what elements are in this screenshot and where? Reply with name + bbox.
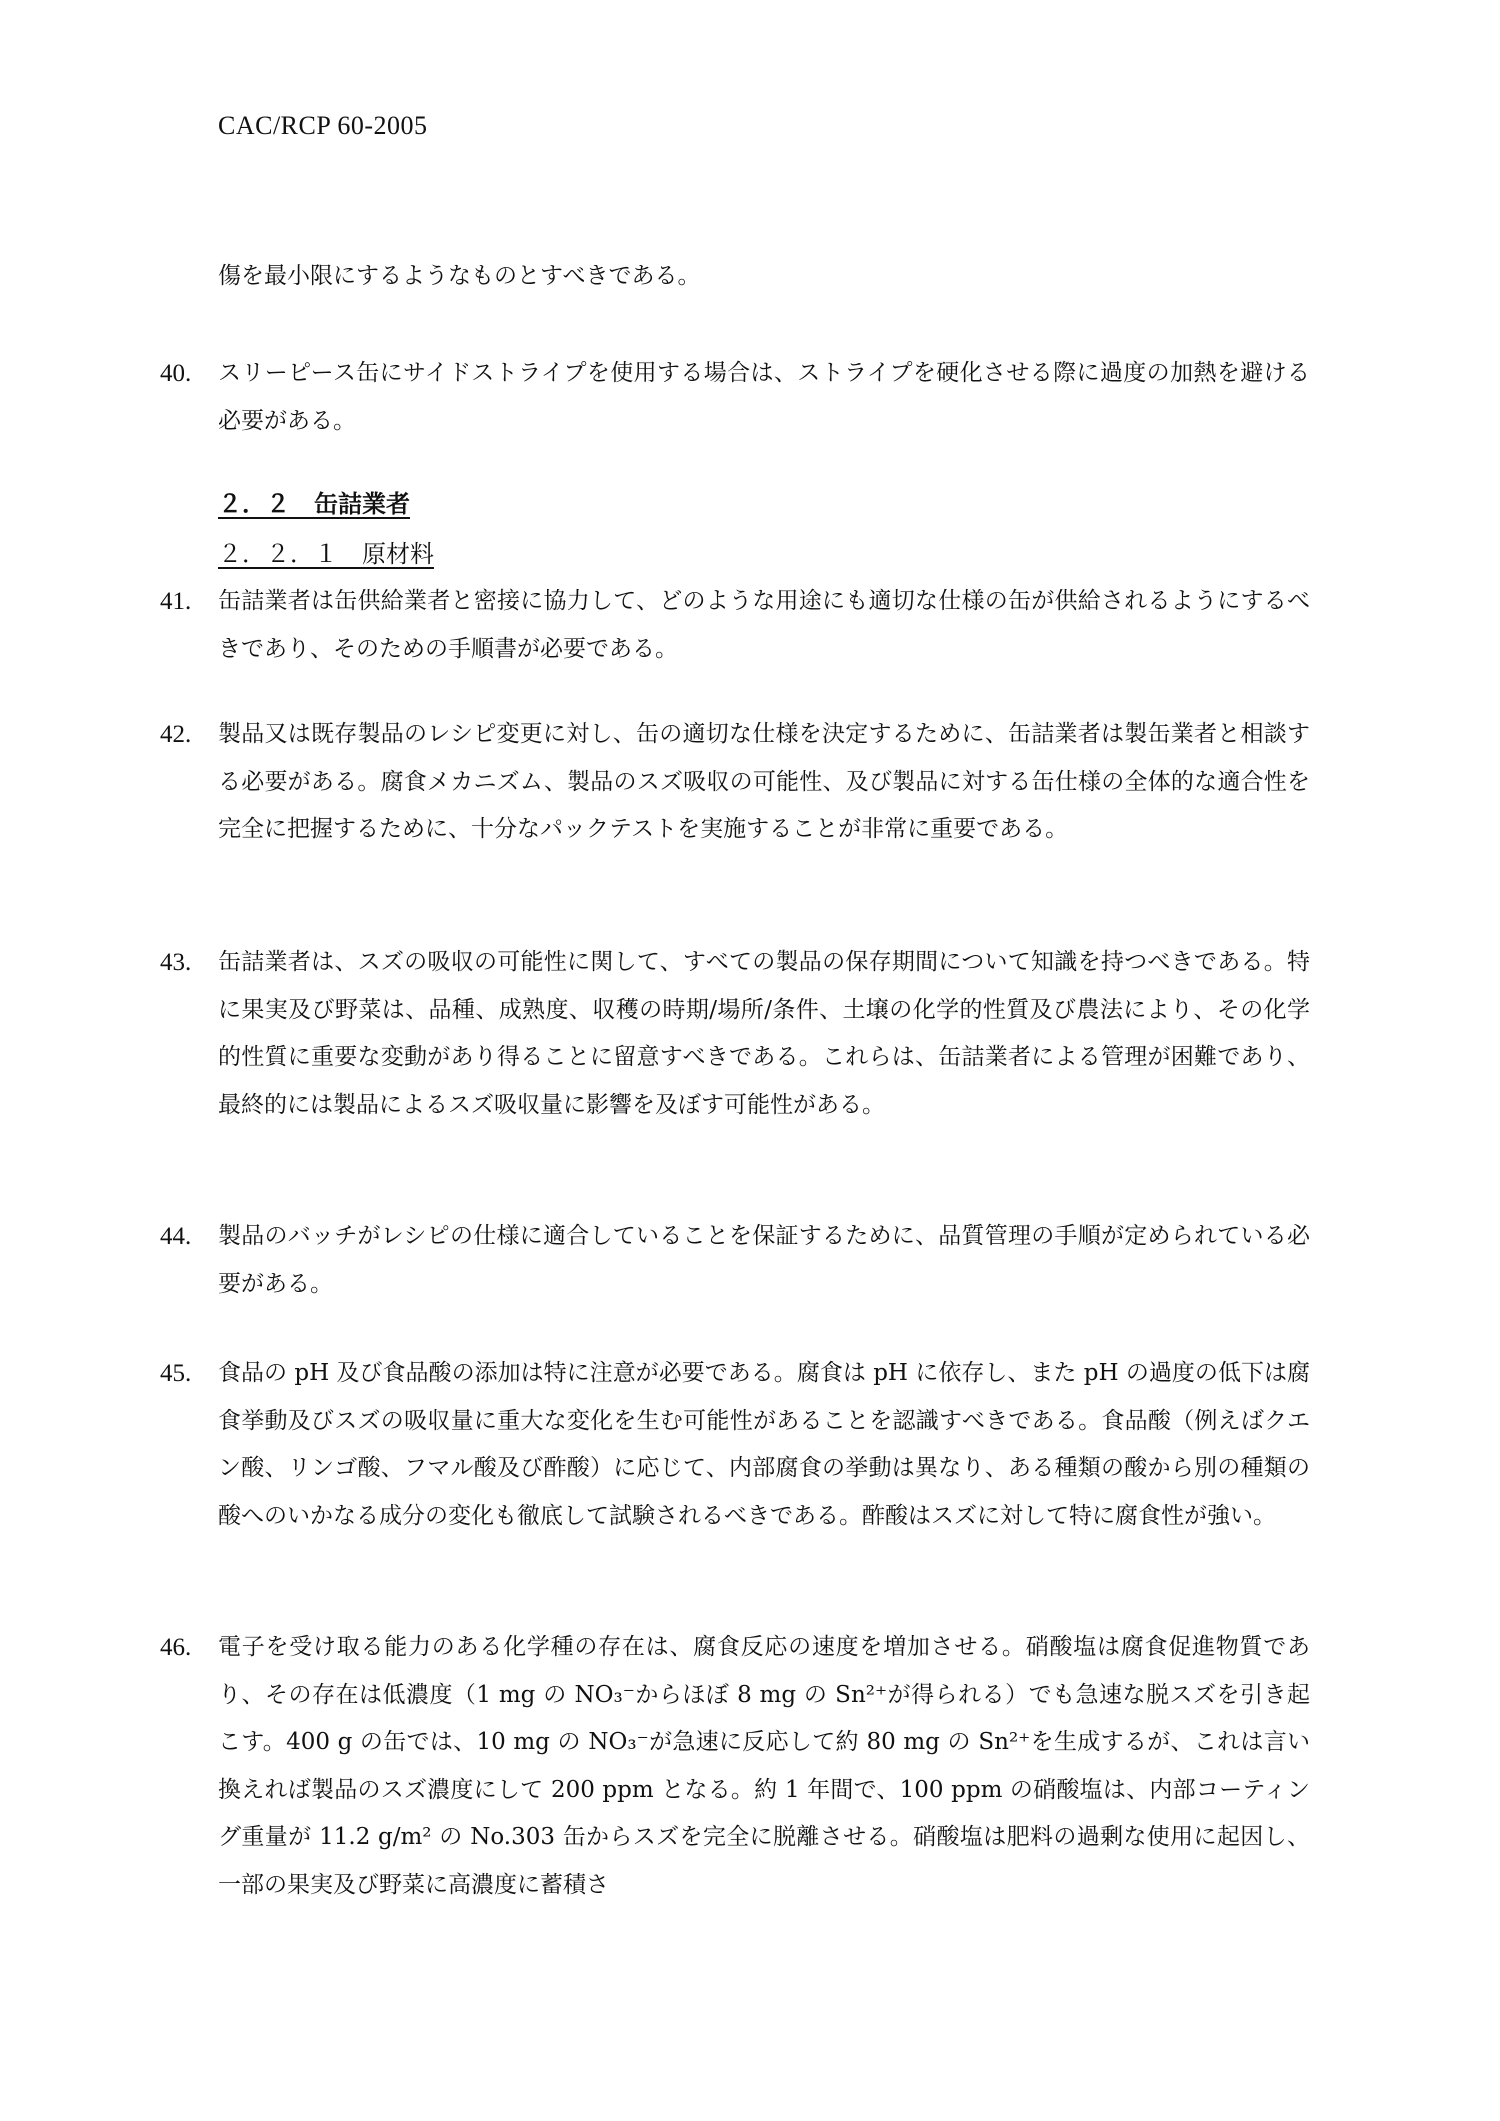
paragraph-text: 製品又は既存製品のレシピ変更に対し、缶の適切な仕様を決定するために、缶詰業者は製缶業者と相談する必要がある。腐食メカニズム、製品のスズ吸収の可能性、及び製品に対する缶仕様の全体的な適合性を完全に把握するために、十分なパックテストを実施することが非常に重要である。	[218, 721, 1310, 842]
paragraph-number: 42.	[160, 721, 192, 748]
paragraph-text: スリーピース缶にサイドストライプを使用する場合は、ストライプを硬化させる際に過度の加熱を避ける必要がある。	[218, 360, 1310, 434]
paragraph-number: 46.	[160, 1634, 192, 1661]
paragraph-41	[160, 578, 1310, 673]
paragraph-46	[160, 1624, 1310, 1909]
paragraph-43	[160, 939, 1310, 1129]
paragraph-text: 製品のバッチがレシピの仕様に適合していることを保証するために、品質管理の手順が定められている必要がある。	[218, 1223, 1310, 1297]
continuation-text: 傷を最小限にするようなものとすべきである。	[218, 263, 701, 289]
paragraph-text: 食品の pH 及び食品酸の添加は特に注意が必要である。腐食は pH に依存し、また pH の過度の低下は腐食挙動及びスズの吸収量に重大な変化を生む可能性があることを認識すべきである。食品酸（例えばクエン酸、リンゴ酸、フマル酸及び酢酸）に応じて、内部腐食の挙動は異なり、ある種類の酸から別の種類の酸へのいかなる成分の変化も徹底して試験されるべきである。酢酸はスズに対して特に腐食性が強い。	[218, 1360, 1310, 1529]
subsection-heading-2-2-1: ２．２．１ 原材料	[218, 540, 434, 568]
paragraph-42	[160, 711, 1310, 854]
document-code: CAC/RCP 60-2005	[218, 111, 428, 140]
paragraph-number: 40.	[160, 360, 192, 387]
paragraph-number: 43.	[160, 949, 192, 976]
paragraph-number: 45.	[160, 1360, 192, 1387]
section-heading-2-2: ２．２ 缶詰業者	[218, 489, 410, 518]
paragraph-text: 缶詰業者は缶供給業者と密接に協力して、どのような用途にも適切な仕様の缶が供給されるようにするべきであり、そのための手順書が必要である。	[218, 588, 1310, 662]
paragraph-number: 44.	[160, 1223, 192, 1250]
paragraph-44	[160, 1213, 1310, 1308]
paragraph-text: 缶詰業者は、スズの吸収の可能性に関して、すべての製品の保存期間について知識を持つべきである。特に果実及び野菜は、品種、成熟度、収穫の時期/場所/条件、土壌の化学的性質及び農法により、その化学的性質に重要な変動があり得ることに留意すべきである。これらは、缶詰業者による管理が困難であり、最終的には製品によるスズ吸収量に影響を及ぼす可能性がある。	[218, 949, 1310, 1118]
paragraph-40	[160, 350, 1310, 445]
paragraph-text: 電子を受け取る能力のある化学種の存在は、腐食反応の速度を増加させる。硝酸塩は腐食促進物質であり、その存在は低濃度（1 mg の NO₃⁻からほぼ 8 mg の Sn²⁺が得られる）でも急速な脱スズを引き起こす。400 g の缶では、10 mg の NO₃⁻が急速に反応して約 80 mg の Sn²⁺を生成するが、これは言い換えれば製品のスズ濃度にして 200 ppm となる。約 1 年間で、100 ppm の硝酸塩は、内部コーティング重量が 11.2 g/m² の No.303 缶からスズを完全に脱離させる。硝酸塩は肥料の過剰な使用に起因し、一部の果実及び野菜に高濃度に蓄積さ	[218, 1634, 1310, 1898]
paragraph-number: 41.	[160, 588, 192, 615]
paragraph-45	[160, 1350, 1310, 1540]
